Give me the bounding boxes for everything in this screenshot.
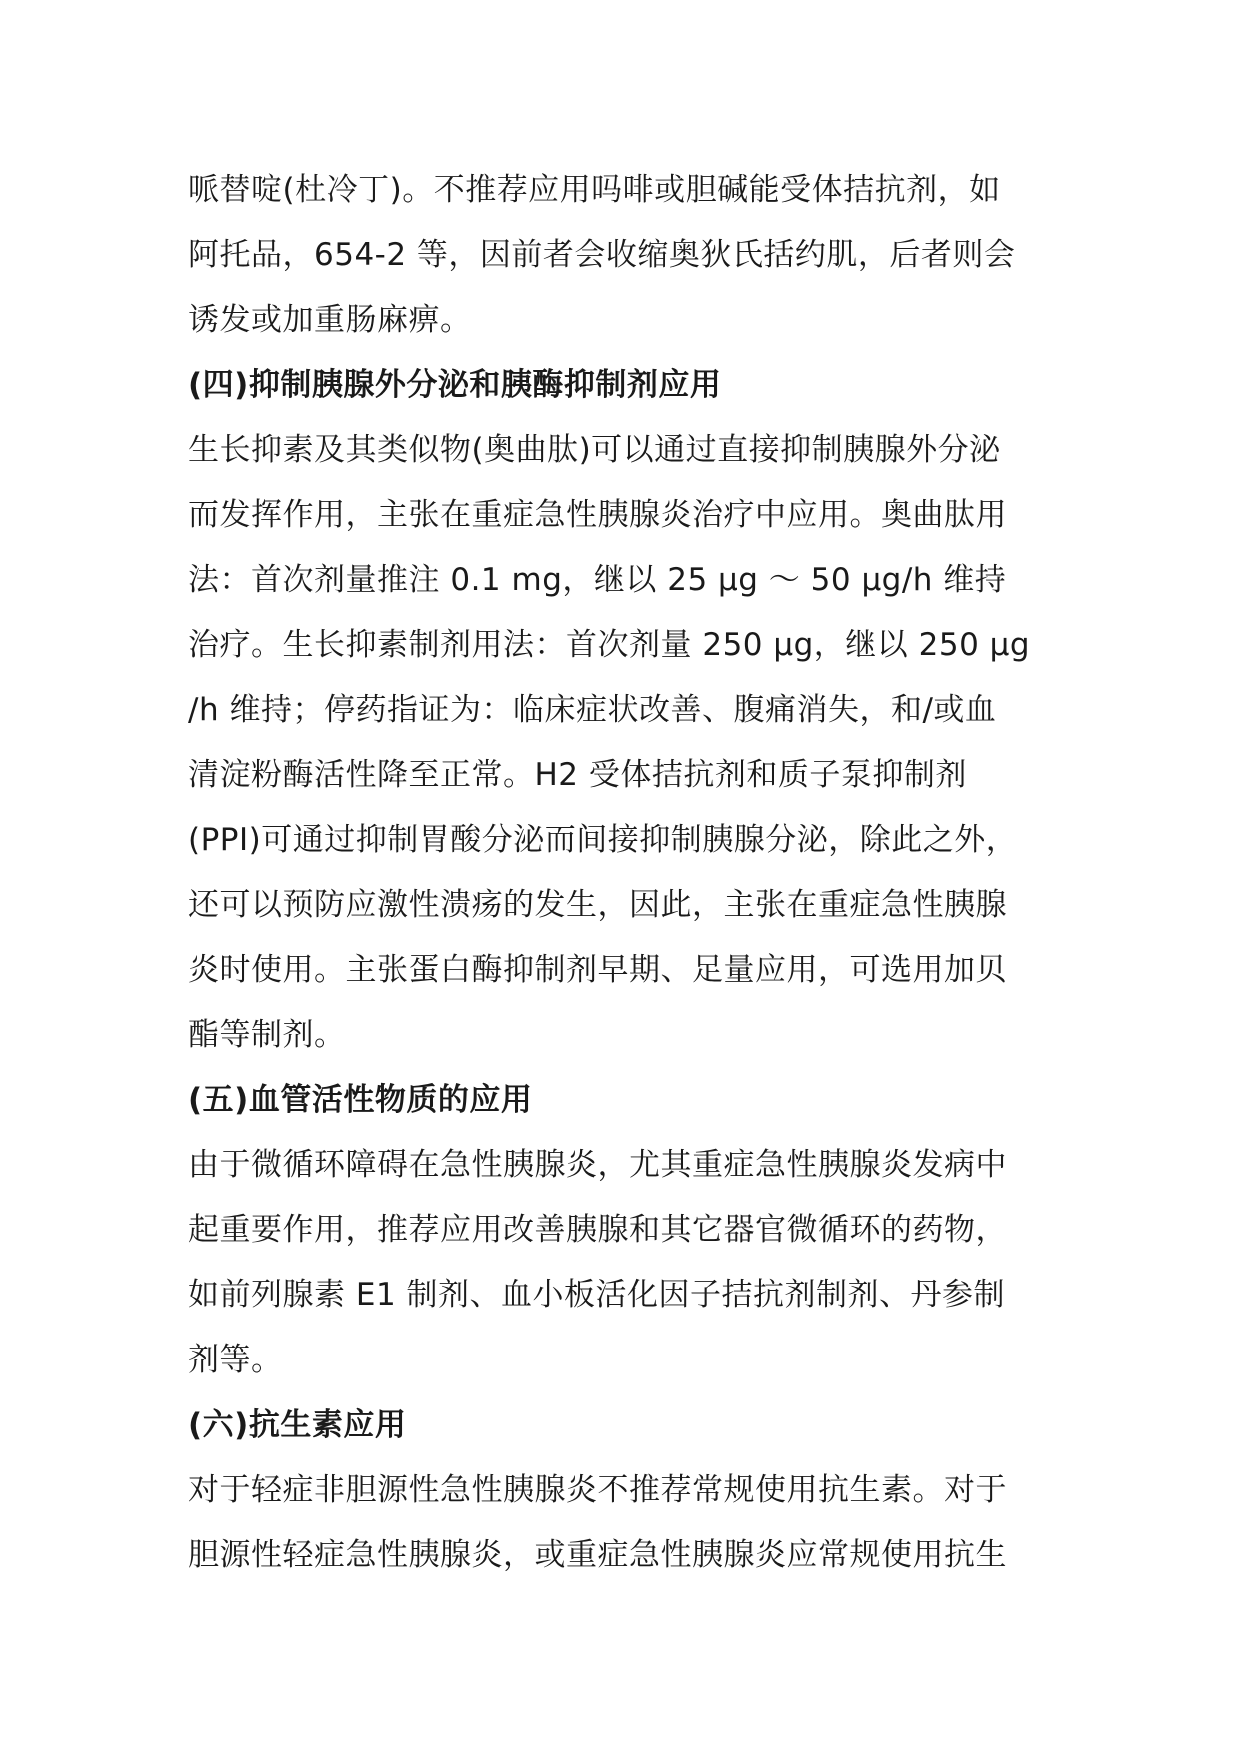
- section-heading: (四)抑制胰腺外分泌和胰酶抑制剂应用: [188, 367, 722, 403]
- text-line: 炎时使用。主张蛋白酶抑制剂早期、足量应用，可选用加贝: [188, 952, 1007, 988]
- text-line: 治疗。生长抑素制剂用法：首次剂量 250 μg，继以 250 μg: [188, 627, 1031, 663]
- text-line: (PPI)可通过抑制胃酸分泌而间接抑制胰腺分泌，除此之外，: [188, 822, 1018, 858]
- text-line: 由于微循环障碍在急性胰腺炎，尤其重症急性胰腺炎发病中: [188, 1147, 1007, 1183]
- section-heading: (五)血管活性物质的应用: [188, 1082, 533, 1118]
- text-line: 阿托品，654-2 等，因前者会收缩奥狄氏括约肌，后者则会: [188, 237, 1016, 273]
- text-line: 生长抑素及其类似物(奥曲肽)可以通过直接抑制胰腺外分泌: [188, 432, 1001, 468]
- text-line: 对于轻症非胆源性急性胰腺炎不推荐常规使用抗生素。对于: [188, 1472, 1007, 1508]
- text-line: 还可以预防应激性溃疡的发生，因此，主张在重症急性胰腺: [188, 887, 1007, 923]
- section-heading: (六)抗生素应用: [188, 1407, 407, 1443]
- text-line: 哌替啶(杜冷丁)。不推荐应用吗啡或胆碱能受体拮抗剂，如: [188, 172, 1001, 208]
- text-line: 法：首次剂量推注 0.1 mg，继以 25 μg ～ 50 μg/h 维持: [188, 562, 1007, 598]
- text-line: 如前列腺素 E1 制剂、血小板活化因子拮抗剂制剂、丹参制: [188, 1277, 1006, 1313]
- text-line: 而发挥作用，主张在重症急性胰腺炎治疗中应用。奥曲肽用: [188, 497, 1007, 533]
- text-line: 胆源性轻症急性胰腺炎，或重症急性胰腺炎应常规使用抗生: [188, 1537, 1007, 1573]
- document-page: [188, 158, 1088, 1588]
- text-line: /h 维持；停药指证为：临床症状改善、腹痛消失，和/或血: [188, 692, 997, 728]
- text-line: 剂等。: [188, 1342, 283, 1378]
- text-line: 清淀粉酶活性降至正常。H2 受体拮抗剂和质子泵抑制剂: [188, 757, 967, 793]
- text-line: 诱发或加重肠麻痹。: [188, 302, 472, 338]
- text-line: 酯等制剂。: [188, 1017, 346, 1053]
- text-line: 起重要作用，推荐应用改善胰腺和其它器官微循环的药物，: [188, 1212, 1007, 1248]
